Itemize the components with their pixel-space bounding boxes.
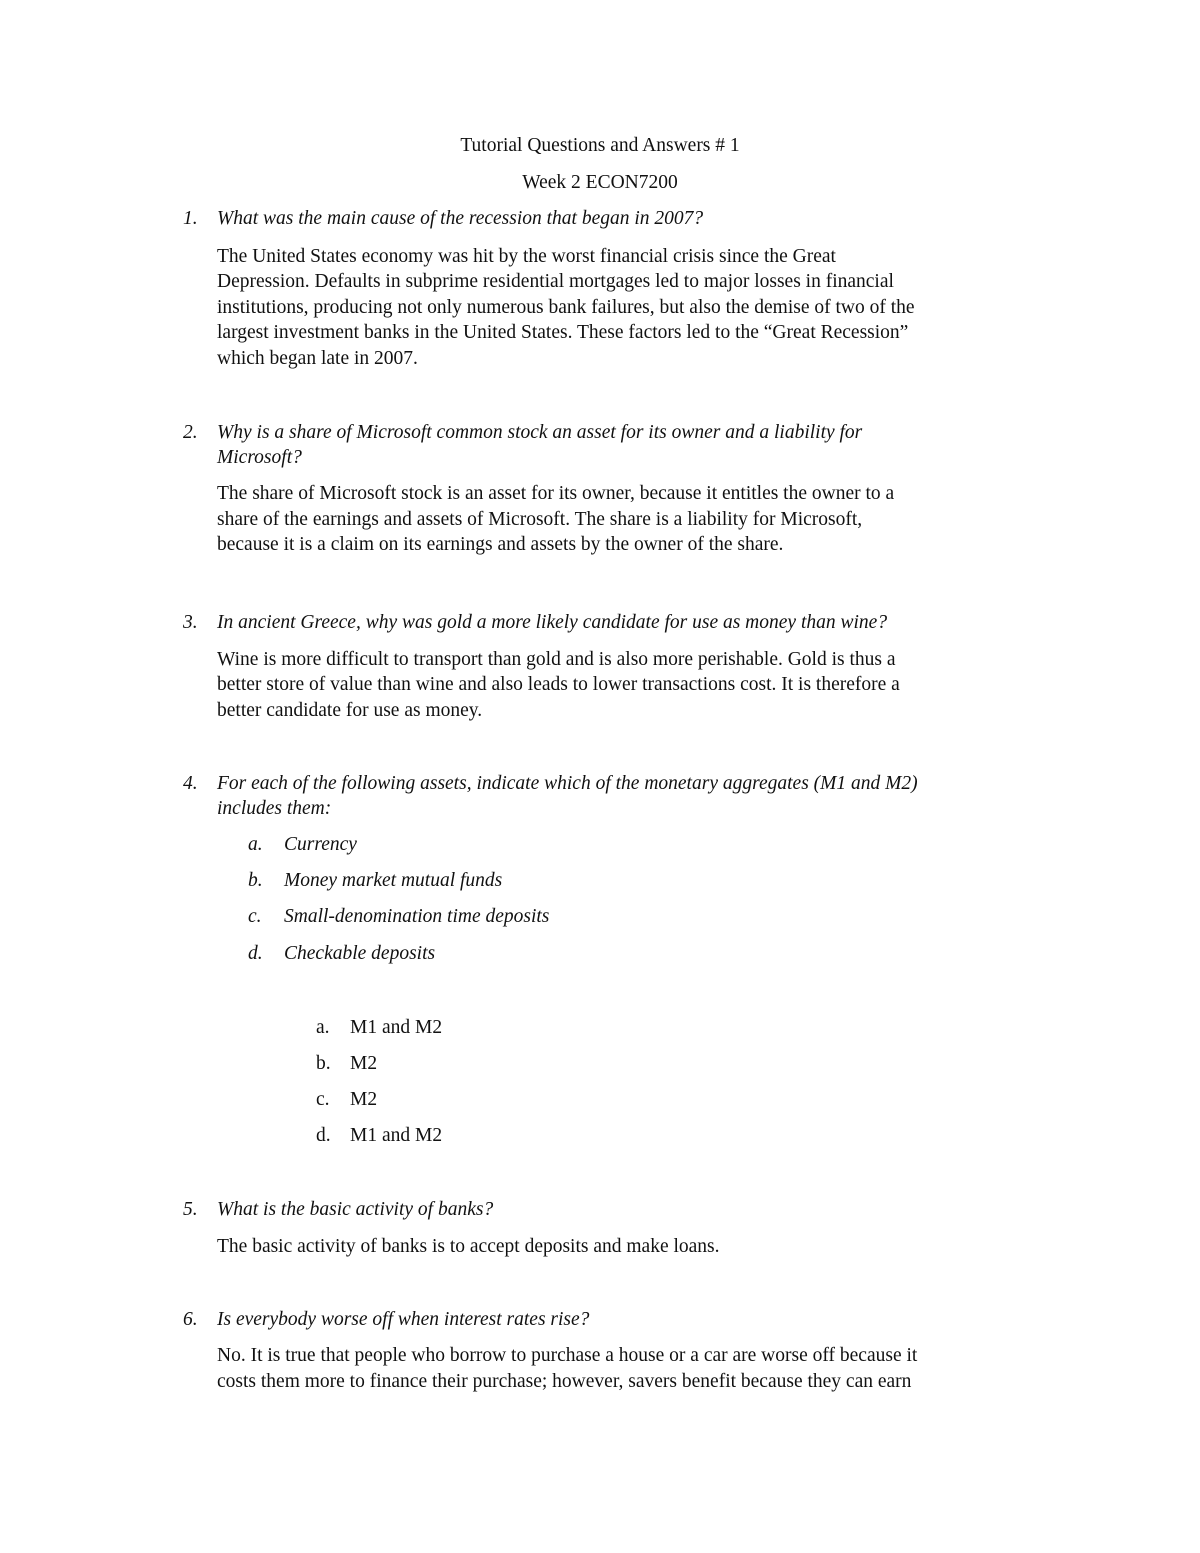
subanswer-text: M2	[350, 1053, 378, 1074]
subitem-letter: d.	[248, 943, 263, 964]
answer-line: better candidate for use as money.	[217, 700, 483, 721]
question-text: In ancient Greece, why was gold a more likely candidate for use as money than wine?	[217, 612, 888, 633]
subitem-letter: b.	[248, 870, 263, 891]
question-text: What was the main cause of the recession that began in 2007?	[217, 208, 704, 229]
answer-line: largest investment banks in the United States. These factors led to the “Great Recession”	[217, 322, 909, 343]
question-text: For each of the following assets, indicate which of the monetary aggregates (M1 and M2)	[217, 773, 918, 794]
subanswer-text: M2	[350, 1089, 378, 1110]
subitem-text: Small-denomination time deposits	[284, 906, 550, 927]
subanswer-letter: d.	[316, 1125, 331, 1146]
question-number: 2.	[183, 422, 198, 443]
answer-line: institutions, producing not only numerous bank failures, but also the demise of two of the	[217, 297, 915, 318]
question-text: includes them:	[217, 798, 332, 819]
subitem-text: Checkable deposits	[284, 943, 436, 964]
answer-line: The basic activity of banks is to accept deposits and make loans.	[217, 1236, 720, 1257]
question-number: 1.	[183, 208, 198, 229]
question-number: 3.	[183, 612, 198, 633]
question-text: Is everybody worse off when interest rates rise?	[217, 1309, 590, 1330]
document-subtitle: Week 2 ECON7200	[522, 172, 678, 193]
question-number: 6.	[183, 1309, 198, 1330]
question-text: What is the basic activity of banks?	[217, 1199, 494, 1220]
subanswer-letter: a.	[316, 1017, 330, 1038]
subitem-letter: a.	[248, 834, 263, 855]
answer-line: No. It is true that people who borrow to purchase a house or a car are worse off because it	[217, 1345, 918, 1366]
answer-line: Wine is more difficult to transport than gold and is also more perishable. Gold is thus a	[217, 649, 896, 670]
subitem-text: Currency	[284, 834, 357, 855]
subanswer-text: M1 and M2	[350, 1125, 443, 1146]
answer-line: The share of Microsoft stock is an asset for its owner, because it entitles the owner to a	[217, 483, 895, 504]
subitem-text: Money market mutual funds	[284, 870, 503, 891]
question-number: 5.	[183, 1199, 198, 1220]
answer-line: share of the earnings and assets of Microsoft. The share is a liability for Microsoft,	[217, 509, 863, 530]
question-text: Microsoft?	[217, 447, 302, 468]
subanswer-text: M1 and M2	[350, 1017, 443, 1038]
subanswer-letter: c.	[316, 1089, 330, 1110]
answer-line: costs them more to finance their purchase; however, savers benefit because they can earn	[217, 1371, 912, 1392]
answer-line: Depression. Defaults in subprime residential mortgages led to major losses in financial	[217, 271, 894, 292]
answer-line: The United States economy was hit by the worst financial crisis since the Great	[217, 246, 836, 267]
question-text: Why is a share of Microsoft common stock an asset for its owner and a liability for	[217, 422, 863, 443]
answer-line: better store of value than wine and also leads to lower transactions cost. It is therefore a	[217, 674, 900, 695]
subitem-letter: c.	[248, 906, 262, 927]
question-number: 4.	[183, 773, 198, 794]
answer-line: which began late in 2007.	[217, 348, 418, 369]
document-title: Tutorial Questions and Answers # 1	[460, 135, 740, 156]
subanswer-letter: b.	[316, 1053, 331, 1074]
answer-line: because it is a claim on its earnings and assets by the owner of the share.	[217, 534, 784, 555]
